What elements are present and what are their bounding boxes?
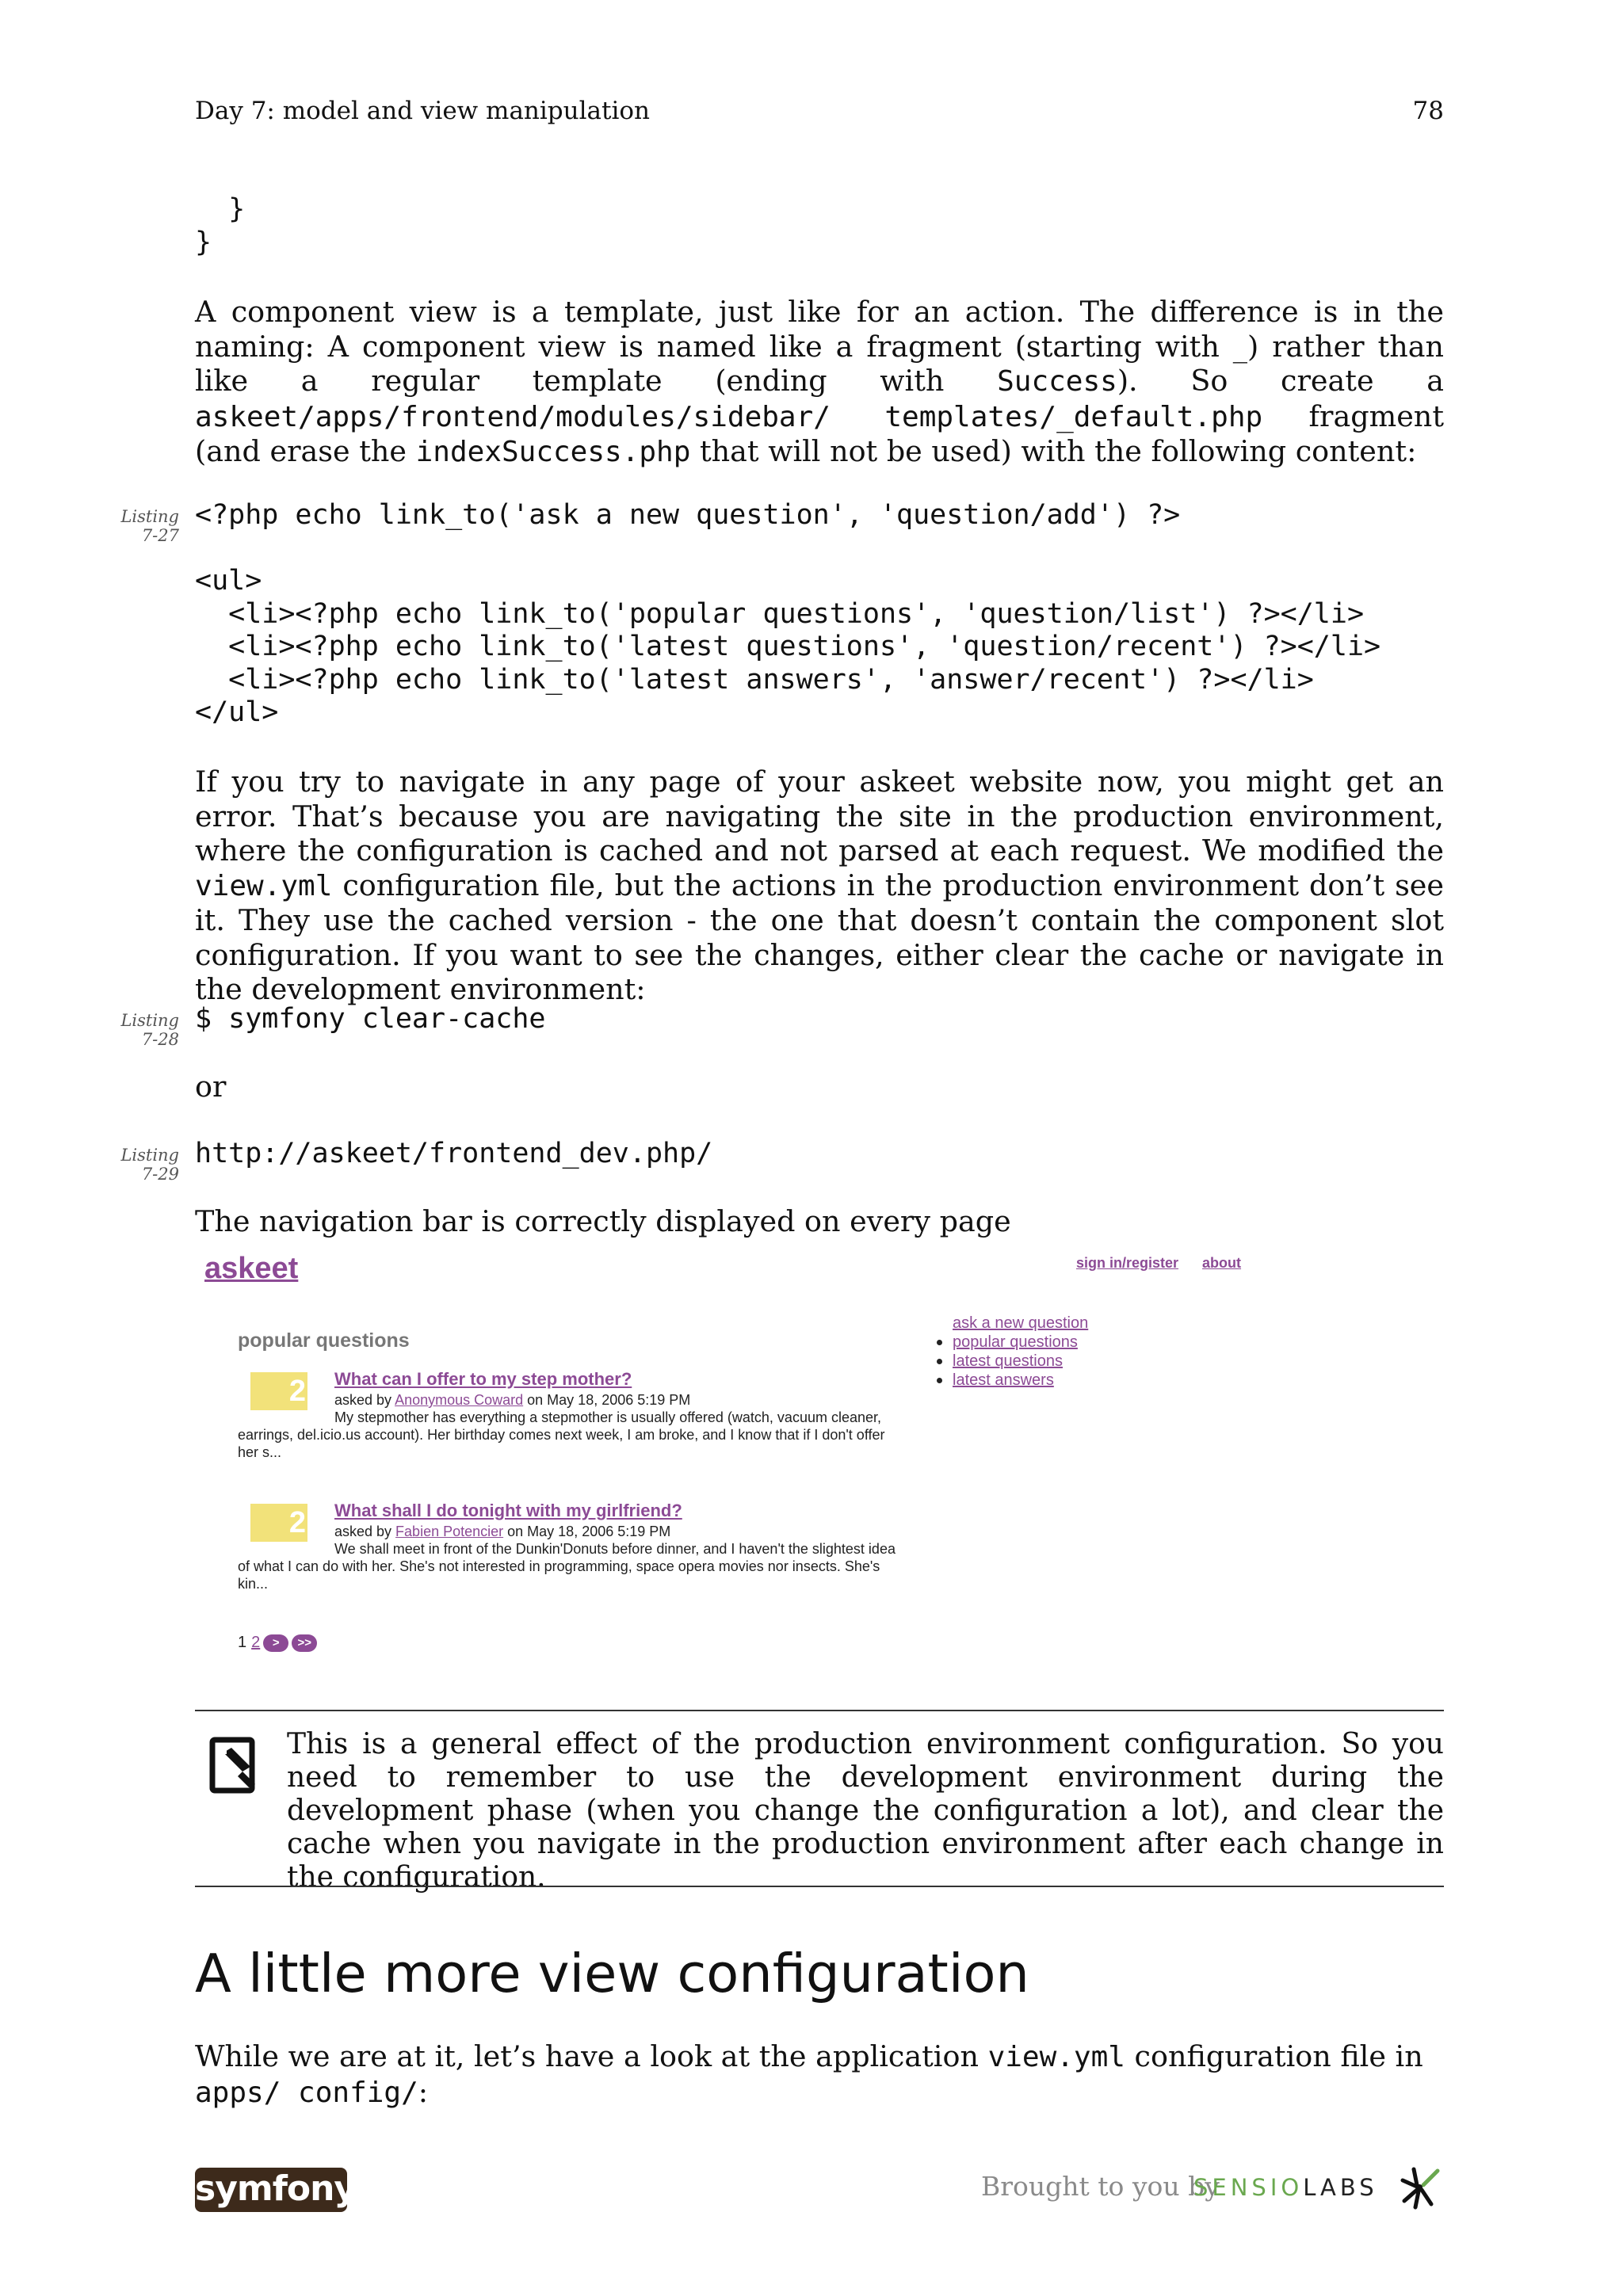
listing-7-28-code: $ symfony clear-cache bbox=[195, 1003, 546, 1035]
listing-7-28 bbox=[195, 1003, 1444, 1036]
sidebar-navigation bbox=[953, 1314, 1088, 1390]
paragraph-navigation bbox=[195, 765, 1444, 1007]
interest-count-badge: 2 bbox=[250, 1504, 307, 1542]
sensiolabs-logo: SENSIOLABS bbox=[1193, 2174, 1378, 2201]
question-item bbox=[238, 1502, 896, 1605]
listing-7-27-code: <?php echo link_to('ask a new question', 'question/add') ?> <ul> <li><?php echo link_to('popular questions', 'question/list') ?></li> <li><?php echo link_to('latest questions', 'question/recent') ?></li> <li><?php echo link_to('latest answers', 'answer/recent') ?></li> </ul> bbox=[195, 499, 1381, 728]
author-link[interactable]: Fabien Potencier bbox=[395, 1524, 504, 1539]
question-title-link[interactable]: What shall I do tonight with my girlfriend? bbox=[334, 1501, 682, 1520]
paragraph-3: While we are at it, let’s have a look at the application view.yml configuration file in apps/ config/: bbox=[195, 2039, 1423, 2109]
code-closing: } } bbox=[195, 193, 246, 258]
listing-label-7-28: Listing 7-28 bbox=[120, 1011, 179, 1049]
pager-page-2[interactable]: 2 bbox=[251, 1634, 261, 1651]
pager-last-button[interactable]: >> bbox=[292, 1634, 317, 1652]
paragraph-view-config bbox=[195, 2039, 1444, 2110]
code-closing-block bbox=[195, 193, 1444, 259]
section-heading: A little more view configuration bbox=[195, 1943, 1029, 2004]
note-pencil-icon bbox=[208, 1735, 260, 1795]
listing-label-7-27: Listing 7-27 bbox=[120, 507, 179, 545]
chapter-title: Day 7: model and view manipulation bbox=[195, 97, 651, 125]
sign-in-link[interactable]: sign in/register bbox=[1076, 1255, 1179, 1271]
ask-question-link[interactable]: ask a new question bbox=[953, 1314, 1089, 1332]
pager bbox=[238, 1634, 317, 1652]
listing-7-29 bbox=[195, 1138, 1444, 1171]
listing-label-7-29: Listing 7-29 bbox=[120, 1146, 179, 1184]
sidebar-list bbox=[953, 1333, 1088, 1390]
question-meta: asked by Anonymous Coward on May 18, 2006 5:19 PM bbox=[334, 1392, 691, 1408]
sidebar-item-latest-questions[interactable]: latest questions bbox=[953, 1352, 1088, 1371]
interest-count-badge: 2 bbox=[250, 1372, 307, 1410]
running-head bbox=[195, 97, 1444, 130]
symfony-logo: symfony bbox=[195, 2168, 347, 2212]
pager-next-button[interactable]: > bbox=[263, 1634, 288, 1652]
question-body: My stepmother has everything a stepmother is usually offered (watch, vacuum cleaner, earrings, del.icio.us account). Her birthday comes next week, I am broke, and I know that if I don't offer her s... bbox=[238, 1409, 885, 1460]
askeet-logo[interactable]: askeet bbox=[204, 1252, 299, 1285]
note-bottom-rule bbox=[195, 1886, 1444, 1887]
listing-7-29-code: http://askeet/frontend_dev.php/ bbox=[195, 1138, 713, 1169]
sensiolabs-mark-icon bbox=[1396, 2164, 1444, 2212]
or-block bbox=[195, 1070, 1444, 1104]
listing-7-27 bbox=[195, 499, 1444, 730]
question-body: We shall meet in front of the Dunkin'Donuts before dinner, and I haven't the slightest idea of what I can do with her. She's not interested in programming, space opera movies nor insects. She's kin... bbox=[238, 1541, 896, 1592]
caption-block bbox=[195, 1204, 1444, 1239]
screenshot-caption: The navigation bar is correctly displayed on every page bbox=[195, 1204, 1011, 1238]
paragraph-2: If you try to navigate in any page of your askeet website now, you might get an error. That’s because you are navigating the site in the production environment, where the configuration is cached and not parsed at each request. We modified the view.yml configuration file, but the actions in the production environment don’t see it. They use the cached version - the one that doesn’t contain the component slot configuration. If you want to see the changes, either clear the cache or navigate in the development environment: bbox=[195, 765, 1444, 1006]
askeet-screenshot bbox=[200, 1244, 1270, 1668]
author-link[interactable]: Anonymous Coward bbox=[395, 1392, 524, 1408]
note-top-rule bbox=[195, 1710, 1444, 1711]
note-text: This is a general effect of the production environment configuration. So you need to remember to use the development environment during the development phase (when you change the configuration a lot), and clear the cache when you navigate in the production environment after each change in the configuration. bbox=[287, 1728, 1444, 1894]
question-title-link[interactable]: What can I offer to my step mother? bbox=[334, 1369, 632, 1389]
top-links bbox=[1076, 1255, 1265, 1272]
pager-current: 1 bbox=[238, 1634, 247, 1651]
or-text: or bbox=[195, 1070, 227, 1104]
sidebar-item-popular[interactable]: popular questions bbox=[953, 1333, 1088, 1352]
sidebar-item-latest-answers[interactable]: latest answers bbox=[953, 1371, 1088, 1390]
popular-questions-heading: popular questions bbox=[238, 1329, 410, 1352]
paragraph-component-view bbox=[195, 295, 1444, 470]
page-number: 78 bbox=[1412, 97, 1444, 125]
brought-by-text: Brought to you by bbox=[981, 2171, 1220, 2202]
paragraph-1: A component view is a template, just like for an action. The difference is in the naming: A component view is named like a fragment (starting with _) rather than like a regular template (ending with Success). So create a askeet/apps/frontend/modules/sidebar/ templates/_default.php fragment (and erase the indexSuccess.php that will not be used) with the following content: bbox=[195, 295, 1444, 468]
about-link[interactable]: about bbox=[1202, 1255, 1242, 1271]
question-meta: asked by Fabien Potencier on May 18, 2006 5:19 PM bbox=[334, 1524, 671, 1539]
question-item bbox=[238, 1371, 896, 1474]
